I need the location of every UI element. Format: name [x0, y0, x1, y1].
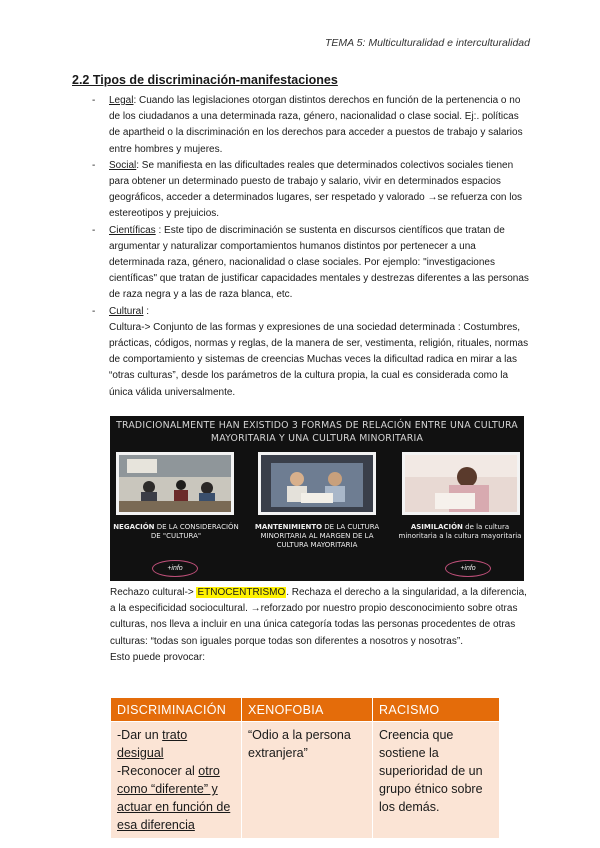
girl-reading-photo	[402, 452, 520, 515]
item-text: :	[143, 305, 150, 317]
item-text: : Cuando las legislaciones otorgan distintos derechos en función de la pertenencia o no de los ciudadanos a una determinada raza, género, nacionalidad o clase social. Ej:. políticas de apartheid o la discriminación en los derechos para acceder a puestos de trabajo y salarios entre hombres y mujeres.	[109, 95, 523, 155]
list-item-cientificas: - Científicas : Este tipo de discriminación se sustenta en discursos científicos que tratan de argumentar y naturalizar comportamientos humanos distintos por pertenecer a una determinada raza, género, nacionalidad o clase sociales. Por ejemplo: "investigaciones científicas" que tratan de justificar capacidades mentales y destrezas diferentes a las personas de raza negra y a las de raza blanca, etc.	[92, 224, 529, 301]
caption-mantenimiento: MANTENIMIENTO DE LA CULTURA MINORITARIA AL MARGEN DE LA CULTURA MAYORITARIA	[254, 523, 380, 549]
table-row	[111, 722, 500, 839]
column-header: XENOFOBIA	[242, 698, 373, 722]
running-header: TEMA 5: Multiculturalidad e interculturalidad	[324, 37, 530, 49]
item-text: : Se manifiesta en las dificultades reales que determinados colectivos sociales tienen para obtener un determinado puesto de trabajo y salario, vivir en determinados espacios geográficos, acceder a determinados lugares, ser respetado y valorado →se refuerza con los estereotipos y prejuicios.	[109, 159, 523, 220]
classroom-photo	[116, 452, 234, 515]
table-cell: Creencia que sostiene la superioridad de un grupo étnico sobre los demás.	[373, 722, 500, 839]
caption-negacion: NEGACIÓN DE LA CONSIDERACIÓN DE "CULTURA"	[113, 523, 239, 540]
list-item-legal: - Legal: Cuando las legislaciones otorgan distintos derechos en función de la pertenencia o no de los ciudadanos a una determinada raza, género, nacionalidad o clase social. Ej:. políticas de apartheid o la discriminación en los derechos para acceder a puestos de trabajo y salarios entre hombres y mujeres.	[92, 95, 523, 155]
section-title: 2.2 Tipos de discriminación-manifestaciones	[72, 73, 338, 87]
column-header: DISCRIMINACIÓN	[111, 698, 242, 722]
item-label: Cultural	[109, 305, 144, 317]
kids-reading-photo	[258, 452, 376, 515]
item-text: : Este tipo de discriminación se sustenta en discursos científicos que tratan de argumentar y naturalizar comportamientos humanos distintos por pertenecer a una determinada raza, género, nacionalidad o clase sociales. Por ejemplo: "investigaciones científicas" que tratan de justificar capacidades mentales y destrezas diferentes a las personas de raza negra y a las de raza blanca, etc.	[109, 224, 529, 301]
item-text-cultura: Cultura-> Conjunto de las formas y expresiones de una sociedad determinada : Costumbres, prácticas, códigos, normas y reglas, de la manera de ser, vestimenta, religión, rituales, normas de comportamiento y sistemas de creencias Muchas veces la dificultad radica en mirar a las “otras culturas”, desde los parámetros de la cultura propia, la cual es considerada como la única válida universalmente.	[109, 321, 529, 398]
lead-in-text: Esto puede provocar:	[110, 651, 206, 663]
item-label: Social	[109, 159, 137, 171]
caption-asimilacion: ASIMILACIÓN de la cultura minoritaria a la cultura mayoritaria	[398, 523, 522, 540]
more-info-button[interactable]: +info	[445, 560, 491, 577]
infographic-title: TRADICIONALMENTE HAN EXISTIDO 3 FORMAS DE RELACIÓN ENTRE UNA CULTURA MAYORITARIA Y UNA CULTURA MINORITARIA	[116, 420, 518, 444]
item-label: Legal	[109, 95, 134, 106]
culture-relations-infographic	[110, 416, 524, 581]
table-header-row	[111, 698, 500, 722]
column-header: RACISMO	[373, 698, 500, 722]
ethnocentrism-paragraph: Rechazo cultural-> ETNOCENTRISMO. Rechaza el derecho a la singularidad, a la diferencia, a la especificidad sociocultural. →reforzado por nuestro propio desconocimiento sobre otras culturas, nos lleva a incluir en una única categoría todas las personas procedentes de otras culturas: “todas son iguales porque todas son diferentes a nosotros y nosotras”. Esto puede provocar:	[110, 587, 527, 663]
more-info-button[interactable]: +info	[152, 560, 198, 577]
list-item-social: - Social: Se manifiesta en las dificultades reales que determinados colectivos sociales tienen para obtener un determinado puesto de trabajo y salario, vivir en determinados espacios geográficos, acceder a determinados lugares, ser respetado y valorado →se refuerza con los estereotipos y prejuicios.	[92, 159, 523, 220]
consequences-table	[110, 697, 500, 839]
table-cell: -Dar un trato desigual -Reconocer al otro como “diferente” y actuar en función de esa diferencia	[111, 722, 242, 839]
discrimination-types-list	[92, 93, 532, 401]
list-item-cultural: - Cultural : Cultura-> Conjunto de las formas y expresiones de una sociedad determinada : Costumbres, prácticas, códigos, normas y reglas, de la manera de ser, vestimenta, religión, rituales, normas de comportamiento y sistemas de creencias Muchas veces la dificultad radica en mirar a las “otras culturas”, desde los parámetros de la cultura propia, la cual es considerada como la única válida universalmente.	[92, 305, 529, 398]
table-cell: “Odio a la persona extranjera”	[242, 722, 373, 839]
highlighted-term: ETNOCENTRISMO	[197, 587, 286, 598]
item-label: Científicas	[109, 224, 156, 236]
